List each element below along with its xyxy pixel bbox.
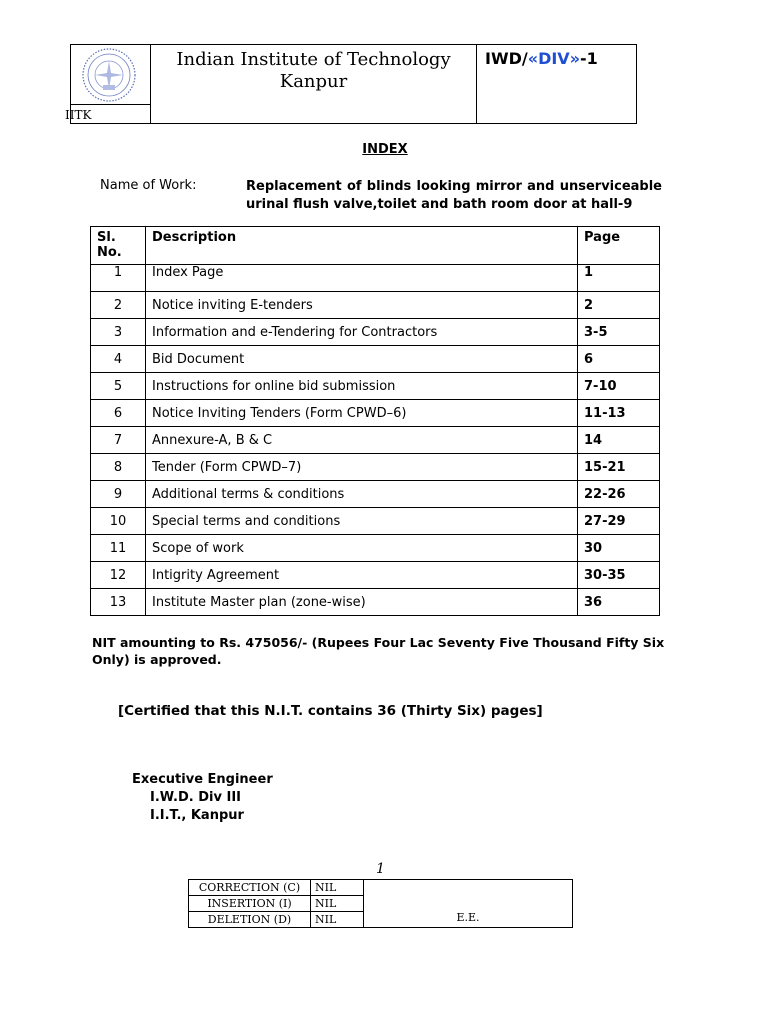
row-sl: 11 xyxy=(91,535,146,562)
ee-signature-cell xyxy=(364,880,573,928)
table-row xyxy=(91,400,660,427)
name-of-work-label: Name of Work: xyxy=(100,178,197,193)
name-of-work-value: Replacement of blinds looking mirror and unserviceable urinal flush valve,toilet and bath room door at hall-9 xyxy=(246,179,662,212)
certification-statement: [Certified that this N.I.T. contains 36 (Thirty Six) pages] xyxy=(118,703,543,719)
iitk-seal-icon xyxy=(81,47,137,103)
index-table xyxy=(90,226,660,616)
row-page: 3-5 xyxy=(578,319,660,346)
row-page: 7-10 xyxy=(578,373,660,400)
insertion-label: INSERTION (I) xyxy=(189,896,311,912)
row-description: Information and e-Tendering for Contractors xyxy=(146,319,578,346)
table-row xyxy=(91,535,660,562)
ref-div-field: «DIV» xyxy=(527,49,581,68)
row-description: Notice inviting E-tenders xyxy=(146,292,578,319)
row-sl: 8 xyxy=(91,454,146,481)
row-page: 14 xyxy=(578,427,660,454)
row-page: 2 xyxy=(578,292,660,319)
insertion-value: NIL xyxy=(311,896,364,912)
document-reference xyxy=(477,45,637,124)
ref-suffix: -1 xyxy=(580,49,598,68)
header-description: Description xyxy=(146,227,578,265)
row-page: 22-26 xyxy=(578,481,660,508)
table-row xyxy=(91,319,660,346)
row-description: Notice Inviting Tenders (Form CPWD–6) xyxy=(146,400,578,427)
row-page: 11-13 xyxy=(578,400,660,427)
table-header-row xyxy=(91,227,660,265)
table-row xyxy=(91,427,660,454)
row-description: Annexure-A, B & C xyxy=(146,427,578,454)
table-row xyxy=(91,481,660,508)
ee-label: E.E. xyxy=(456,911,480,924)
row-page: 1 xyxy=(578,265,660,292)
nit-approval-statement: NIT amounting to Rs. 475056/- (Rupees Four Lac Seventy Five Thousand Fifty Six Only) is approved. xyxy=(92,635,665,667)
row-page: 6 xyxy=(578,346,660,373)
correction-label: CORRECTION (C) xyxy=(189,880,311,896)
table-row xyxy=(91,346,660,373)
row-sl: 4 xyxy=(91,346,146,373)
ref-prefix: IWD/ xyxy=(485,49,528,68)
row-description: Index Page xyxy=(146,265,578,292)
corrections-table xyxy=(188,879,573,928)
row-description: Tender (Form CPWD–7) xyxy=(146,454,578,481)
signatory-designation: Executive Engineer xyxy=(132,772,273,787)
row-sl: 13 xyxy=(91,589,146,616)
header-page: Page xyxy=(578,227,660,265)
row-page: 27-29 xyxy=(578,508,660,535)
row-description: Additional terms & conditions xyxy=(146,481,578,508)
table-row xyxy=(91,292,660,319)
row-sl: 10 xyxy=(91,508,146,535)
signatory-division: I.W.D. Div III xyxy=(150,790,242,805)
institute-name-line1: Indian Institute of Technology xyxy=(176,49,451,70)
row-page: 30 xyxy=(578,535,660,562)
table-row xyxy=(91,265,660,292)
deletion-value: NIL xyxy=(311,912,364,928)
table-row xyxy=(91,508,660,535)
row-description: Scope of work xyxy=(146,535,578,562)
institute-name-line2: Kanpur xyxy=(279,71,348,92)
row-sl: 6 xyxy=(91,400,146,427)
row-sl: 7 xyxy=(91,427,146,454)
signatory-institute: I.I.T., Kanpur xyxy=(150,808,244,823)
row-description: Special terms and conditions xyxy=(146,508,578,535)
correction-value: NIL xyxy=(311,880,364,896)
row-page: 15-21 xyxy=(578,454,660,481)
table-row xyxy=(91,373,660,400)
row-description: Bid Document xyxy=(146,346,578,373)
row-page: 30-35 xyxy=(578,562,660,589)
index-title: INDEX xyxy=(362,142,408,157)
header-sl-no: Sl. No. xyxy=(91,227,146,265)
deletion-label: DELETION (D) xyxy=(189,912,311,928)
document-header xyxy=(65,44,637,124)
row-description: Instructions for online bid submission xyxy=(146,373,578,400)
row-page: 36 xyxy=(578,589,660,616)
institute-name xyxy=(151,45,477,124)
row-description: Institute Master plan (zone-wise) xyxy=(146,589,578,616)
table-row xyxy=(91,589,660,616)
table-row xyxy=(91,454,660,481)
corrections-row xyxy=(189,880,573,896)
row-sl: 5 xyxy=(91,373,146,400)
signatory-block xyxy=(132,771,273,825)
table-row xyxy=(91,562,660,589)
row-sl: 2 xyxy=(91,292,146,319)
row-sl: 9 xyxy=(91,481,146,508)
logo-text: IITK xyxy=(71,104,151,124)
page-number: 1 xyxy=(376,861,385,877)
row-sl: 1 xyxy=(91,265,146,292)
row-sl: 12 xyxy=(91,562,146,589)
logo-cell xyxy=(65,45,151,124)
row-sl: 3 xyxy=(91,319,146,346)
row-description: Intigrity Agreement xyxy=(146,562,578,589)
